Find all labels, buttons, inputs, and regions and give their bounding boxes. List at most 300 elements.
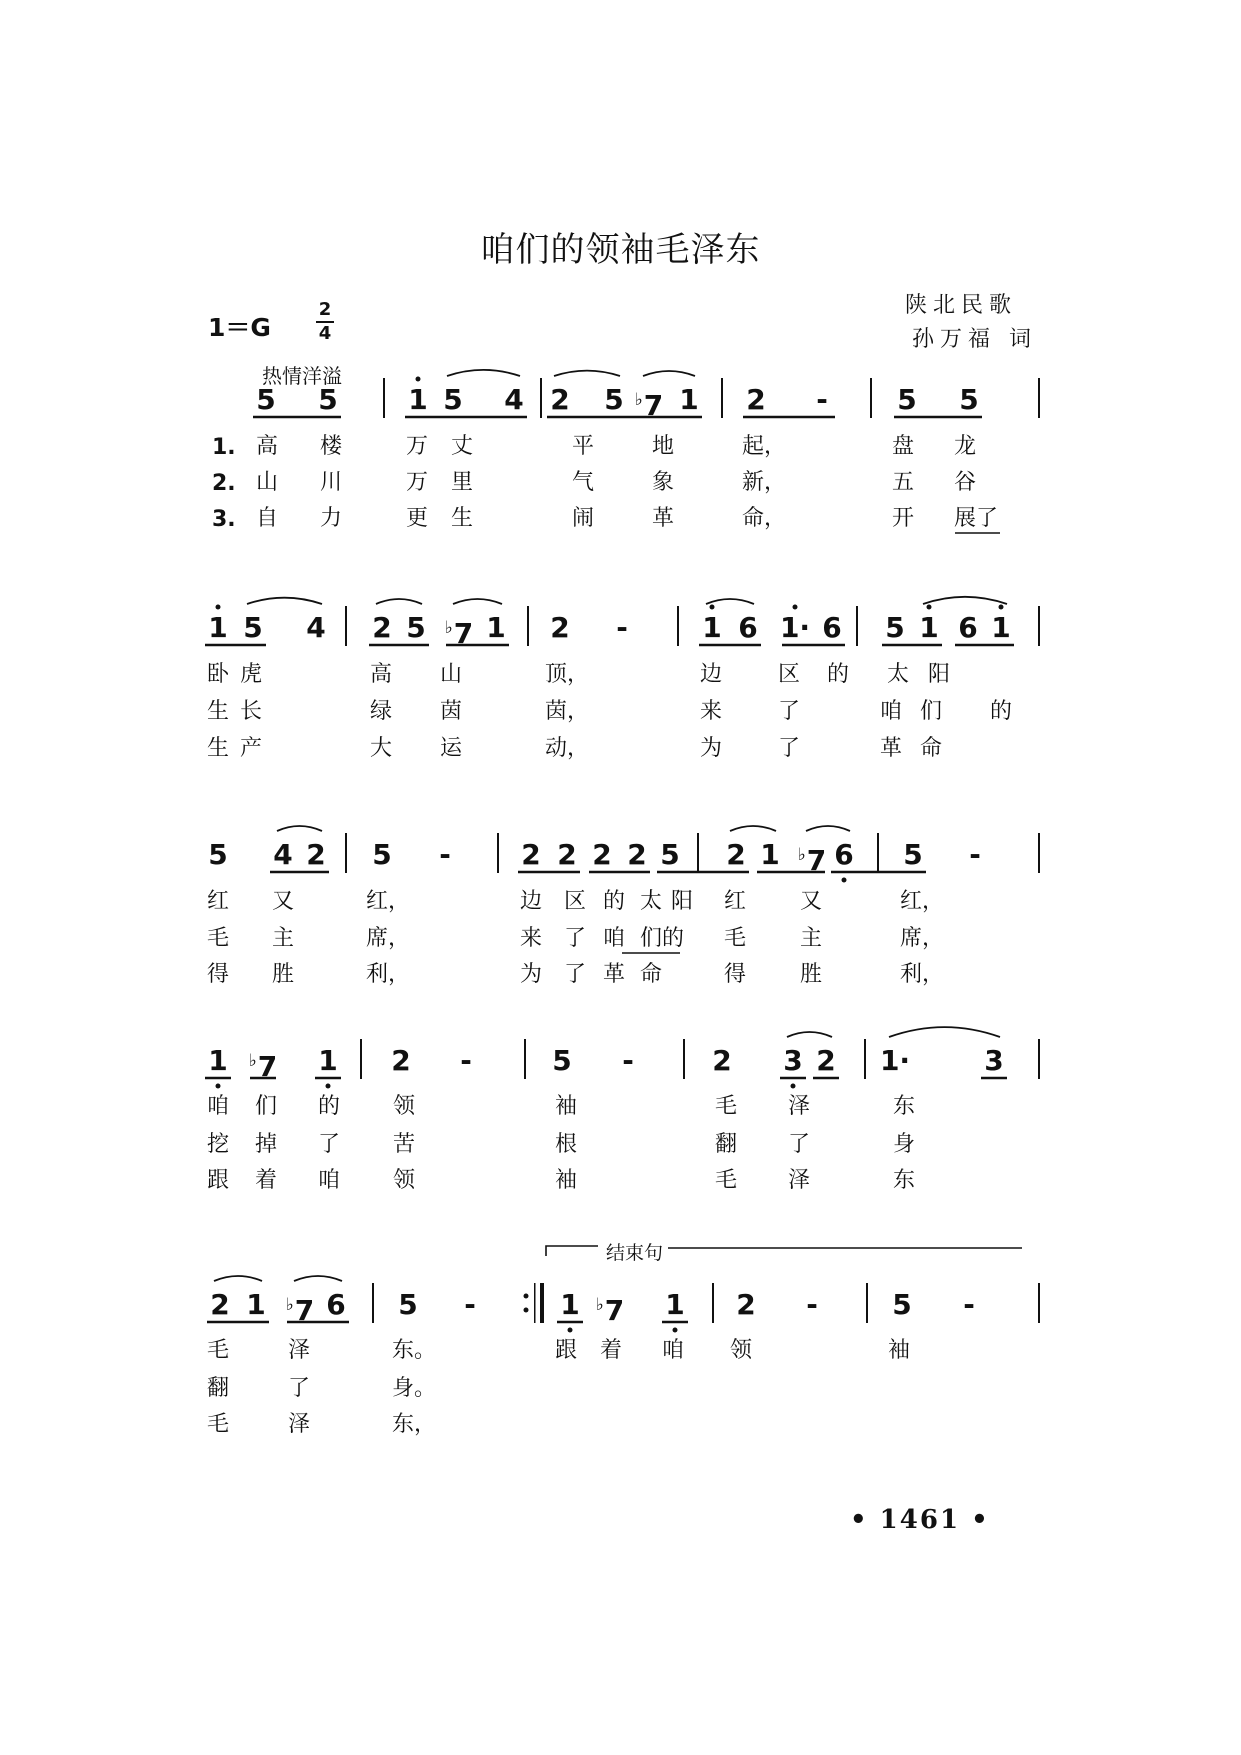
flat-sign: ♭ — [285, 1295, 294, 1315]
slur-arc — [453, 599, 502, 604]
lyric-syllable: 又 — [800, 889, 823, 914]
bar-line — [497, 833, 499, 873]
octave-dot-above — [710, 605, 715, 610]
note-digit: 1 — [246, 1288, 266, 1321]
bar-line — [540, 1283, 542, 1323]
lyric-syllable: 革 — [880, 736, 903, 761]
lyric-syllable: 太 — [887, 662, 910, 687]
note — [738, 613, 757, 643]
slur-arc — [806, 826, 850, 831]
note — [816, 1046, 835, 1076]
slur-arc — [214, 1276, 262, 1281]
lyric-syllable: 东 — [893, 1094, 916, 1119]
note-digit: 4 — [504, 383, 524, 416]
note-digit: 2 — [306, 838, 326, 871]
note — [635, 385, 664, 421]
note — [326, 1290, 345, 1320]
lyric-syllable: 着 — [600, 1338, 623, 1363]
note — [627, 840, 646, 870]
lyric-syllable: 的 — [318, 1094, 341, 1119]
note — [798, 840, 827, 876]
lyric-syllable: 咱 — [207, 1094, 230, 1119]
lyric-syllable: 起， — [742, 434, 787, 459]
lyric-syllable: 动， — [545, 736, 590, 761]
octave-dot-below — [326, 1084, 331, 1089]
lyric-syllable: 里 — [451, 470, 474, 495]
lyric-syllable: 东， — [392, 1412, 437, 1437]
note-digit: - — [439, 838, 451, 871]
lyric-syllable: 袖 — [555, 1094, 578, 1119]
note-digit: - — [969, 838, 981, 871]
note-digit: 1 — [318, 1044, 338, 1077]
note-digit: 1 — [665, 1288, 685, 1321]
lyric-syllable: 利， — [900, 962, 945, 987]
lyric-syllable: 毛 — [724, 926, 747, 951]
verse-number: 1. — [212, 435, 236, 460]
note-digit: - — [616, 611, 628, 644]
lyric-syllable: 红， — [366, 889, 411, 914]
note-digit: 1· — [879, 1044, 911, 1077]
octave-dot-above — [216, 605, 221, 610]
lyric-syllable: 了 — [788, 1132, 811, 1157]
lyric-syllable: 的 — [990, 699, 1013, 724]
lyric-syllable: 茵， — [545, 699, 590, 724]
bar-line — [870, 378, 872, 418]
bar-line — [345, 606, 347, 646]
lyric-syllable: 泽 — [788, 1094, 811, 1119]
octave-dot-above — [793, 605, 798, 610]
lyric-syllable: 咱 — [880, 699, 903, 724]
note — [391, 1046, 410, 1076]
bar-line — [372, 1283, 374, 1323]
lyric-syllable: 边 — [520, 889, 543, 914]
note-digit: 2 — [550, 611, 570, 644]
lyric-syllable: 命， — [742, 506, 787, 531]
note — [903, 840, 922, 870]
lyric-syllable: 阳 — [928, 662, 951, 687]
note — [702, 613, 721, 643]
repeat-bar-line — [534, 1283, 536, 1323]
slur-arc — [730, 826, 776, 831]
note-digit: 5 — [552, 1044, 572, 1077]
lyric-syllable: 盘 — [892, 434, 915, 459]
slur-arc — [923, 597, 1007, 604]
lyric-syllable: 自 — [256, 506, 279, 531]
note-digit: 5 — [208, 838, 228, 871]
lyric-syllable: 万 — [406, 434, 429, 459]
lyric-syllable: 跟 — [207, 1168, 230, 1193]
lyric-syllable: 翻 — [207, 1376, 230, 1401]
bar-line — [877, 833, 879, 873]
note-digit: 6 — [822, 611, 842, 644]
bar-line — [540, 378, 542, 418]
note-digit: 5 — [959, 383, 979, 416]
note — [306, 613, 325, 643]
lyric-syllable: 跟 — [555, 1338, 578, 1363]
lyric-syllable: 泽 — [788, 1168, 811, 1193]
lyric-syllable: 来 — [520, 926, 543, 951]
note-digit: 2 — [391, 1044, 411, 1077]
note-digit: 2 — [521, 838, 541, 871]
lyric-syllable: 平 — [572, 434, 595, 459]
lyric-syllable: 咱 — [318, 1168, 341, 1193]
note — [249, 1046, 278, 1082]
note — [892, 1290, 911, 1320]
note — [596, 1290, 625, 1326]
note — [443, 385, 462, 415]
lyric-syllable: 泽 — [288, 1338, 311, 1363]
note — [286, 1290, 315, 1326]
lyric-syllable: 革 — [652, 506, 675, 531]
dash-note — [816, 385, 828, 415]
note — [306, 840, 325, 870]
note-digit: 5 — [443, 383, 463, 416]
bar-line — [527, 606, 529, 646]
note — [318, 385, 337, 415]
lyric-syllable: 五 — [892, 470, 915, 495]
note-digit: 5 — [892, 1288, 912, 1321]
note-digit: - — [816, 383, 828, 416]
lyric-syllable: 东 — [893, 1168, 916, 1193]
note — [550, 613, 569, 643]
dash-note — [969, 840, 981, 870]
slur-arc — [376, 599, 422, 604]
lyric-syllable: 得 — [207, 962, 230, 987]
flat-sign: ♭ — [248, 1051, 257, 1071]
lyric-syllable: 身 — [893, 1132, 916, 1157]
lyric-syllable: 生 — [207, 699, 230, 724]
note — [959, 385, 978, 415]
slur-arc — [889, 1027, 1000, 1037]
lyric-syllable: 红 — [724, 889, 747, 914]
slur-arc — [294, 1276, 342, 1281]
lyric-syllable: 了 — [778, 736, 801, 761]
note — [398, 1290, 417, 1320]
note-digit: 5 — [897, 383, 917, 416]
octave-dot-below — [842, 878, 847, 883]
note — [604, 385, 623, 415]
lyric-syllable: 开 — [892, 506, 915, 531]
note-digit: 5 — [256, 383, 276, 416]
note-digit: 1 — [919, 611, 939, 644]
dash-note — [460, 1046, 472, 1076]
note — [736, 1290, 755, 1320]
note — [445, 613, 474, 649]
lyric-syllable: 产 — [240, 736, 263, 761]
bar-line — [864, 1039, 866, 1079]
note — [984, 1046, 1003, 1076]
lyric-syllable: 毛 — [207, 926, 230, 951]
lyric-syllable: 们 — [255, 1094, 278, 1119]
repeat-dot — [524, 1294, 529, 1299]
lyric-syllable: 新， — [742, 470, 787, 495]
lyric-syllable: 阳 — [671, 889, 694, 914]
flat-sign: ♭ — [595, 1295, 604, 1315]
lyric-syllable: 领 — [393, 1094, 416, 1119]
note-digit: 3 — [984, 1044, 1004, 1077]
lyric-syllable: 闹 — [572, 506, 595, 531]
note-digit: 5 — [903, 838, 923, 871]
lyric-syllable: 身。 — [392, 1376, 437, 1401]
bar-line — [1038, 1039, 1040, 1079]
lyric-syllable: 袖 — [888, 1338, 911, 1363]
note-digit: 2 — [726, 838, 746, 871]
lyric-syllable: 又 — [272, 889, 295, 914]
note — [246, 1290, 265, 1320]
octave-dot-below — [791, 1084, 796, 1089]
repeat-dot — [524, 1308, 529, 1313]
lyric-syllable: 万 — [406, 470, 429, 495]
note-digit: 2 — [736, 1288, 756, 1321]
lyric-syllable: 苦 — [393, 1132, 416, 1157]
note-digit: 7 — [806, 844, 827, 877]
lyric-syllable: 席， — [366, 926, 411, 951]
lyric-syllable: 运 — [440, 736, 463, 761]
bar-line — [1038, 606, 1040, 646]
note — [665, 1290, 684, 1320]
lyric-syllable: 展了 — [954, 506, 999, 531]
lyric-syllable: 虎 — [240, 662, 263, 687]
lyric-syllable: 为 — [520, 962, 543, 987]
lyric-syllable: 了 — [564, 962, 587, 987]
lyric-syllable: 楼 — [320, 434, 343, 459]
ending-bracket — [546, 1246, 1022, 1256]
note — [208, 840, 227, 870]
origin-credit: 陕北民歌 — [905, 293, 1018, 318]
note-digit: 5 — [318, 383, 338, 416]
note — [486, 613, 505, 643]
lyric-syllable: 了 — [778, 699, 801, 724]
lyric-syllable: 川 — [320, 470, 343, 495]
note-digit: 2 — [592, 838, 612, 871]
note — [885, 613, 904, 643]
lyric-syllable: 挖 — [207, 1132, 230, 1157]
note — [760, 840, 779, 870]
bar-line — [345, 833, 347, 873]
lyric-syllable: 区 — [564, 889, 587, 914]
note-digit: 5 — [406, 611, 426, 644]
lyric-syllable: 地 — [652, 434, 675, 459]
note-digit: 7 — [294, 1294, 315, 1327]
note — [660, 840, 679, 870]
note-digit: 7 — [604, 1294, 625, 1327]
note-digit: 1 — [208, 611, 228, 644]
note-digit: 5 — [243, 611, 263, 644]
lyric-syllable: 泽 — [288, 1412, 311, 1437]
note — [958, 613, 977, 643]
lyric-syllable: 袖 — [555, 1168, 578, 1193]
note-digit: 2 — [712, 1044, 732, 1077]
lyric-syllable: 毛 — [207, 1338, 230, 1363]
lyric-syllable: 翻 — [715, 1132, 738, 1157]
lyric-syllable: 咱 — [603, 926, 626, 951]
lyric-syllable: 长 — [240, 699, 263, 724]
note — [552, 1046, 571, 1076]
lyric-syllable: 领 — [393, 1168, 416, 1193]
lyricist-credit: 孙万福 词 — [912, 327, 1037, 352]
note-digit: - — [806, 1288, 818, 1321]
lyric-syllable: 红， — [900, 889, 945, 914]
octave-dot-below — [216, 1084, 221, 1089]
dash-note — [622, 1046, 634, 1076]
note — [592, 840, 611, 870]
note-digit: 2 — [557, 838, 577, 871]
lyric-syllable: 得 — [724, 962, 747, 987]
note-digit: 2 — [746, 383, 766, 416]
note — [210, 1290, 229, 1320]
lyric-syllable: 大 — [370, 736, 393, 761]
lyric-syllable: 根 — [555, 1132, 578, 1157]
octave-dot-above — [416, 377, 421, 382]
slur-arc — [277, 826, 322, 831]
note-digit: - — [460, 1044, 472, 1077]
note-digit: 1 — [991, 611, 1011, 644]
note — [822, 613, 841, 643]
lyric-syllable: 了 — [318, 1132, 341, 1157]
note — [560, 1290, 579, 1320]
octave-dot-above — [999, 605, 1004, 610]
lyric-syllable: 山 — [256, 470, 279, 495]
note — [521, 840, 540, 870]
note-digit: - — [622, 1044, 634, 1077]
key-signature: 1＝G — [208, 313, 271, 342]
slur-arc — [643, 371, 695, 376]
lyric-syllable: 更 — [406, 506, 429, 531]
lyric-syllable: 的 — [603, 889, 626, 914]
note-digit: 1 — [702, 611, 722, 644]
lyric-syllable: 咱 — [662, 1338, 685, 1363]
lyric-syllable: 们的 — [640, 926, 685, 951]
bar-line — [721, 378, 723, 418]
bar-line — [1038, 833, 1040, 873]
lyric-syllable: 山 — [440, 662, 463, 687]
note-digit: 2 — [627, 838, 647, 871]
lyric-syllable: 卧 — [207, 662, 230, 687]
octave-dot-below — [673, 1328, 678, 1333]
note — [208, 1046, 227, 1076]
lyric-syllable: 边 — [700, 662, 723, 687]
slur-arc — [447, 370, 520, 376]
note-digit: 6 — [326, 1288, 346, 1321]
lyric-syllable: 高 — [370, 662, 393, 687]
lyric-syllable: 力 — [320, 506, 343, 531]
lyric-syllable: 利， — [366, 962, 411, 987]
note — [504, 385, 523, 415]
note — [557, 840, 576, 870]
note — [726, 840, 745, 870]
lyric-syllable: 掉 — [255, 1132, 278, 1157]
lyric-syllable: 着 — [255, 1168, 278, 1193]
lyric-syllable: 主 — [800, 926, 823, 951]
lyric-syllable: 高 — [256, 434, 279, 459]
slur-arc — [706, 599, 754, 604]
dash-note — [806, 1290, 818, 1320]
note — [273, 840, 292, 870]
dash-note — [963, 1290, 975, 1320]
note-digit: 5 — [660, 838, 680, 871]
note-digit: 2 — [816, 1044, 836, 1077]
bar-line — [697, 833, 699, 873]
note — [406, 613, 425, 643]
note — [783, 1046, 802, 1076]
octave-dot-below — [568, 1328, 573, 1333]
note — [318, 1046, 337, 1076]
note-digit: 1 — [408, 383, 428, 416]
note — [372, 613, 391, 643]
lyric-syllable: 的 — [827, 662, 850, 687]
lyric-syllable: 命 — [640, 962, 663, 987]
note-digit: 1 — [760, 838, 780, 871]
note-digit: - — [464, 1288, 476, 1321]
lyric-syllable: 来 — [700, 699, 723, 724]
lyric-syllable: 席， — [900, 926, 945, 951]
bar-line — [1038, 378, 1040, 418]
lyric-syllable: 生 — [207, 736, 230, 761]
note-digit: 6 — [834, 838, 854, 871]
tempo-marking: 热情洋溢 — [262, 364, 342, 388]
dash-note — [464, 1290, 476, 1320]
lyric-syllable: 红 — [207, 889, 230, 914]
lyric-syllable: 绿 — [370, 699, 393, 724]
lyric-syllable: 主 — [272, 926, 295, 951]
note-digit: 5 — [398, 1288, 418, 1321]
note-digit: 5 — [372, 838, 392, 871]
note — [408, 385, 427, 415]
bar-line — [677, 606, 679, 646]
note — [679, 385, 698, 415]
note — [897, 385, 916, 415]
note-digit: 1 — [679, 383, 699, 416]
note — [834, 840, 853, 870]
lyric-syllable: 为 — [700, 736, 723, 761]
bar-line — [1038, 1283, 1040, 1323]
lyric-syllable: 革 — [603, 962, 626, 987]
ending-label: 结束句 — [606, 1242, 664, 1264]
time-top: 2 — [318, 299, 332, 320]
note-digit: 6 — [738, 611, 758, 644]
lyric-syllable: 东。 — [392, 1338, 437, 1363]
note — [746, 385, 765, 415]
lyric-syllable: 胜 — [272, 962, 295, 987]
note — [991, 613, 1010, 643]
lyric-syllable: 象 — [652, 470, 675, 495]
song-title: 咱们的领袖毛泽东 — [480, 230, 761, 270]
flat-sign: ♭ — [797, 845, 806, 865]
flat-sign: ♭ — [444, 618, 453, 638]
lyric-syllable: 丈 — [451, 434, 474, 459]
note-digit: 7 — [257, 1050, 278, 1083]
lyric-syllable: 生 — [451, 506, 474, 531]
note-digit: 5 — [885, 611, 905, 644]
note — [919, 613, 938, 643]
verse-number: 3. — [212, 507, 236, 532]
octave-dot-above — [927, 605, 932, 610]
note-digit: 1 — [208, 1044, 228, 1077]
note — [256, 385, 275, 415]
lyric-syllable: 茵 — [440, 699, 463, 724]
slur-arc — [554, 371, 620, 376]
page-number: • 1461 • — [850, 1505, 990, 1535]
lyric-syllable: 气 — [572, 470, 595, 495]
note — [243, 613, 262, 643]
verse-number: 2. — [212, 471, 236, 496]
bar-line — [360, 1039, 362, 1079]
dash-note — [616, 613, 628, 643]
note-digit: 6 — [958, 611, 978, 644]
note-digit: 1 — [560, 1288, 580, 1321]
note — [712, 1046, 731, 1076]
lyric-syllable: 毛 — [715, 1094, 738, 1119]
